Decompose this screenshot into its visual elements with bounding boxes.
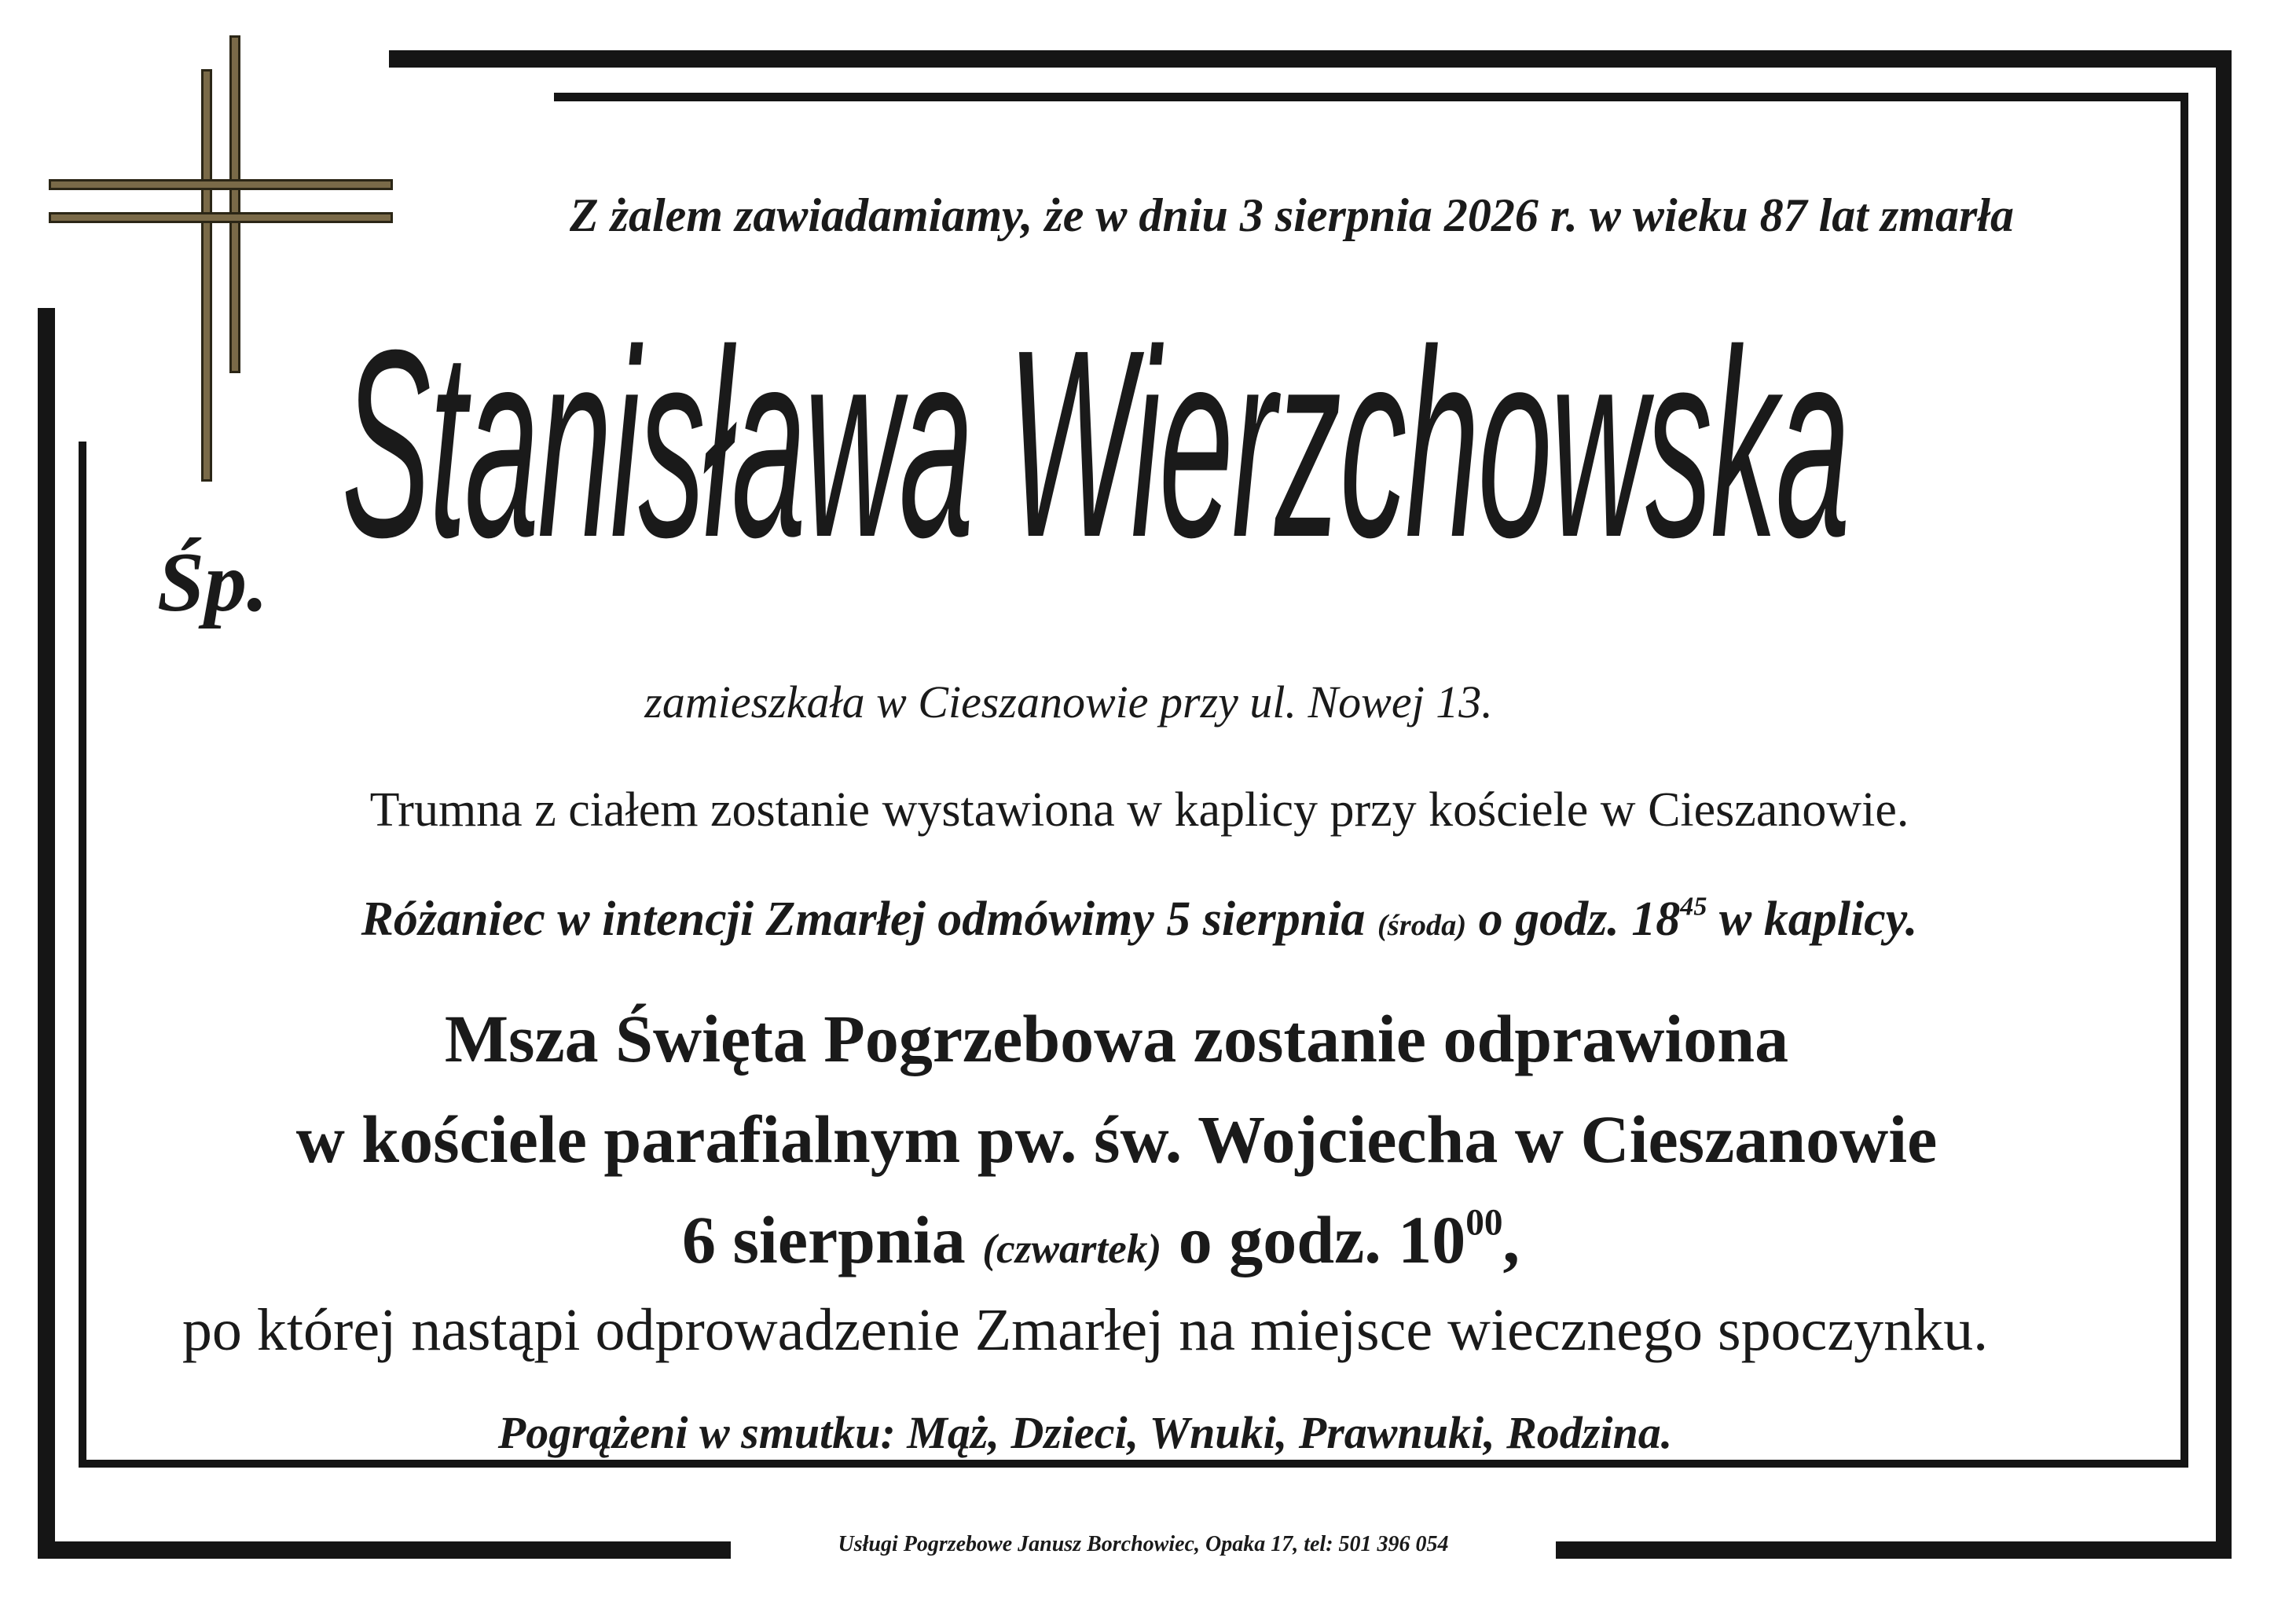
mass-minutes: 00 <box>1465 1202 1503 1244</box>
mass-line-1: Msza Święta Pogrzebowa zostanie odprawiona <box>444 1001 1789 1076</box>
mourners-text: Pogrążeni w smutku: Mąż, Dzieci, Wnuki, Prawnuki, Rodzina. <box>497 1407 1673 1458</box>
rosary-part1: Różaniec w intencji Zmarłej odmówimy 5 sierpnia <box>361 892 1378 946</box>
funeral-home-footer: Usługi Pogrzebowe Janusz Borchowiec, Opaka 17, tel: 501 396 054 <box>731 1528 1556 1561</box>
mass-date-text: 6 sierpnia <box>681 1202 983 1277</box>
residence-text: zamieszkała w Cieszanowie przy ul. Nowej 13. <box>644 676 1493 728</box>
deceased-name: Stanisława Wierzchowska <box>342 295 1849 593</box>
rosary-minutes: 45 <box>1680 892 1707 922</box>
rosary-place: w kaplicy. <box>1707 892 1918 946</box>
intro-text: Z żalem zawiadamiamy, że w dniu 3 sierpnia 2026 r. w wieku 87 lat zmarła <box>570 189 2014 241</box>
mass-day: (czwartek) <box>982 1225 1162 1272</box>
border-top-outer <box>389 50 2232 68</box>
border-left-outer <box>38 308 55 1559</box>
border-bottom-inner <box>79 1460 2188 1468</box>
mass-time: o godz. 10 <box>1161 1202 1466 1277</box>
border-top-inner <box>554 93 2188 101</box>
prefix: Śp. <box>157 536 269 629</box>
rosary-text <box>110 892 2169 947</box>
rosary-time: o godz. 18 <box>1466 892 1681 946</box>
rosary-day: (środa) <box>1377 909 1467 942</box>
mass-comma: , <box>1502 1202 1520 1277</box>
coffin-text: Trumna z ciałem zostanie wystawiona w kaplicy przy kościele w Cieszanowie. <box>369 783 1909 837</box>
procession-text: po której nastąpi odprowadzenie Zmarłej na miejsce wiecznego spoczynku. <box>182 1297 1989 1363</box>
mass-line-2: w kościele parafialnym pw. św. Wojciecha w Cieszanowie <box>295 1101 1938 1177</box>
mass-date <box>0 1200 2249 1279</box>
